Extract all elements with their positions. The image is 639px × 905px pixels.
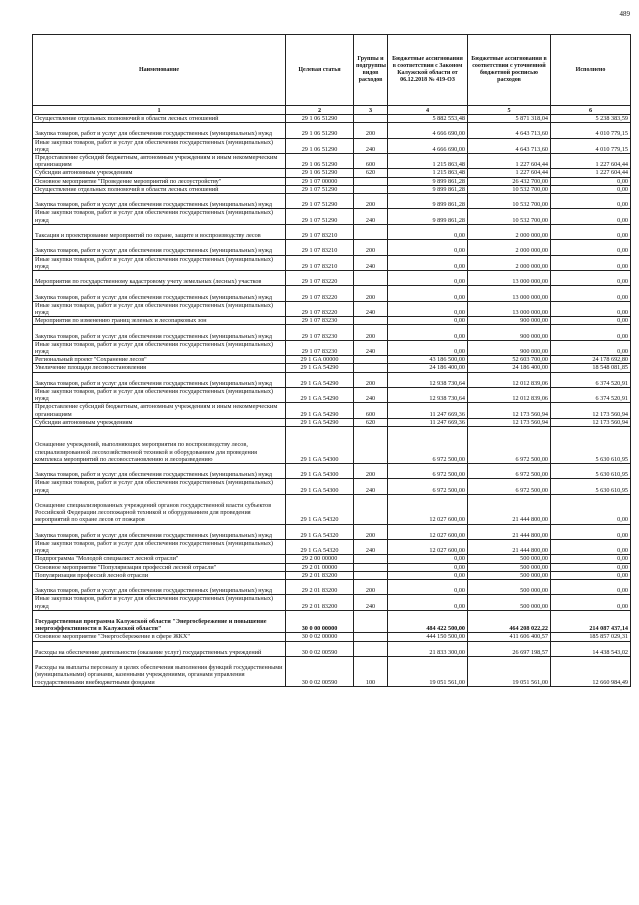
budget-table (32, 34, 631, 687)
row-name: Субсидии автономным учреждениям (33, 418, 286, 426)
row-name: Иные закупки товаров, работ и услуг для обеспечения государственных (муниципальных) нужд (33, 479, 286, 494)
row-executed-amount: 0,00 (551, 580, 631, 595)
row-executed-amount: 0,00 (551, 595, 631, 610)
row-specified-amount: 500 000,00 (468, 595, 551, 610)
row-specified-amount: 500 000,00 (468, 580, 551, 595)
row-expense-type: 200 (354, 372, 388, 387)
row-target-article: 29 2 01 83200 (286, 580, 354, 595)
row-expense-type: 240 (354, 387, 388, 402)
row-name: Иные закупки товаров, работ и услуг для обеспечения государственных (муниципальных) нужд (33, 138, 286, 153)
row-target-article: 29 1 07 51290 (286, 194, 354, 209)
row-specified-amount: 12 012 839,06 (468, 372, 551, 387)
row-executed-amount: 5 630 610,95 (551, 427, 631, 464)
row-expense-type: 600 (354, 154, 388, 169)
row-specified-amount: 12 173 560,94 (468, 418, 551, 426)
row-expense-type (354, 427, 388, 464)
row-executed-amount: 0,00 (551, 555, 631, 563)
row-target-article: 29 1 GA 54320 (286, 539, 354, 554)
table-row (33, 255, 631, 270)
row-executed-amount: 0,00 (551, 209, 631, 224)
column-number: 4 (388, 106, 468, 115)
table-row (33, 479, 631, 494)
table-row (33, 494, 631, 524)
row-expense-type (354, 185, 388, 193)
row-name: Оснащение учреждений, выполняющих мероприятия по воспроизводству лесов, специализированной лесохозяйственной техникой и оборудованием для проведения комплекса мероприятий по лесовосстановлению и лесоразведению (33, 427, 286, 464)
row-executed-amount: 0,00 (551, 317, 631, 325)
row-specified-amount: 4 643 713,60 (468, 123, 551, 138)
row-law-amount: 43 186 500,00 (388, 356, 468, 364)
table-row (33, 154, 631, 169)
row-specified-amount: 21 444 800,00 (468, 524, 551, 539)
row-law-amount: 444 150 500,00 (388, 633, 468, 641)
row-target-article: 29 1 07 83220 (286, 286, 354, 301)
row-executed-amount: 4 010 779,15 (551, 138, 631, 153)
row-executed-amount: 0,00 (551, 177, 631, 185)
row-law-amount: 6 972 500,00 (388, 464, 468, 479)
row-specified-amount: 26 432 700,00 (468, 177, 551, 185)
page-number: 489 (619, 10, 630, 18)
row-target-article: 29 1 07 83230 (286, 340, 354, 355)
row-specified-amount: 2 000 000,00 (468, 240, 551, 255)
table-row (33, 356, 631, 364)
row-law-amount: 0,00 (388, 271, 468, 286)
row-name: Основное мероприятие "Энергосбережение в сфере ЖКХ" (33, 633, 286, 641)
row-law-amount: 4 666 690,00 (388, 138, 468, 153)
row-executed-amount: 18 548 081,85 (551, 364, 631, 372)
row-executed-amount: 5 630 610,95 (551, 479, 631, 494)
row-law-amount: 24 186 400,00 (388, 364, 468, 372)
table-row (33, 555, 631, 563)
row-name: Региональный проект "Сохранение лесов" (33, 356, 286, 364)
row-law-amount: 1 215 863,48 (388, 154, 468, 169)
row-law-amount: 0,00 (388, 286, 468, 301)
row-expense-type (354, 610, 388, 633)
row-law-amount: 9 899 861,28 (388, 185, 468, 193)
header-executed: Исполнено (551, 35, 631, 106)
row-executed-amount: 12 660 984,49 (551, 656, 631, 686)
row-name: Иные закупки товаров, работ и услуг для обеспечения государственных (муниципальных) нужд (33, 595, 286, 610)
table-row (33, 524, 631, 539)
row-specified-amount: 19 051 561,00 (468, 656, 551, 686)
row-specified-amount: 24 186 400,00 (468, 364, 551, 372)
header-article: Целевая статья (286, 35, 354, 106)
table-row (33, 580, 631, 595)
row-law-amount: 12 027 600,00 (388, 494, 468, 524)
table-row (33, 271, 631, 286)
row-name: Основное мероприятие "Популяризация профессий лесной отрасли" (33, 563, 286, 571)
row-specified-amount: 4 643 713,60 (468, 138, 551, 153)
row-target-article: 29 1 07 83220 (286, 301, 354, 316)
row-executed-amount: 5 238 383,59 (551, 115, 631, 123)
row-target-article: 29 2 01 00000 (286, 563, 354, 571)
row-law-amount: 0,00 (388, 340, 468, 355)
row-executed-amount: 0,00 (551, 563, 631, 571)
row-expense-type: 200 (354, 464, 388, 479)
row-law-amount: 12 027 600,00 (388, 524, 468, 539)
table-row (33, 656, 631, 686)
row-name: Предоставление субсидий бюджетным, автономным учреждениям и иным некоммерческим организациям (33, 154, 286, 169)
row-name: Закупка товаров, работ и услуг для обеспечения государственных (муниципальных) нужд (33, 524, 286, 539)
table-row (33, 372, 631, 387)
row-name: Закупка товаров, работ и услуг для обеспечения государственных (муниципальных) нужд (33, 123, 286, 138)
row-target-article: 29 1 GA 54290 (286, 387, 354, 402)
row-target-article: 29 1 GA 54300 (286, 427, 354, 464)
row-target-article: 29 2 00 00000 (286, 555, 354, 563)
row-law-amount: 0,00 (388, 580, 468, 595)
row-name: Таксация и проектирование мероприятий по охране, защите и воспроизводству лесов (33, 224, 286, 239)
row-expense-type (354, 356, 388, 364)
table-row (33, 595, 631, 610)
table-row (33, 418, 631, 426)
row-specified-amount: 464 208 022,22 (468, 610, 551, 633)
row-executed-amount: 1 227 604,44 (551, 169, 631, 177)
row-executed-amount: 0,00 (551, 271, 631, 286)
row-target-article: 29 1 07 83210 (286, 224, 354, 239)
header-specified: Бюджетные ассигнования в соответствии с уточненной бюджетной росписью расходов (468, 35, 551, 106)
row-target-article: 29 1 07 00000 (286, 177, 354, 185)
row-specified-amount: 5 871 318,04 (468, 115, 551, 123)
row-expense-type: 200 (354, 580, 388, 595)
row-name: Мероприятия по государственному кадастровому учету земельных (лесных) участков (33, 271, 286, 286)
table-row (33, 123, 631, 138)
row-executed-amount: 0,00 (551, 286, 631, 301)
row-specified-amount: 1 227 604,44 (468, 169, 551, 177)
row-executed-amount: 0,00 (551, 571, 631, 579)
table-row (33, 340, 631, 355)
row-specified-amount: 500 000,00 (468, 571, 551, 579)
row-expense-type: 240 (354, 539, 388, 554)
row-specified-amount: 6 972 500,00 (468, 479, 551, 494)
row-target-article: 29 1 06 51290 (286, 154, 354, 169)
row-name: Мероприятия по изменению границ зеленых и лесопарковых зон (33, 317, 286, 325)
row-law-amount: 0,00 (388, 224, 468, 239)
table-row (33, 177, 631, 185)
row-expense-type (354, 563, 388, 571)
row-name: Закупка товаров, работ и услуг для обеспечения государственных (муниципальных) нужд (33, 286, 286, 301)
table-row (33, 185, 631, 193)
table-row (33, 464, 631, 479)
row-specified-amount: 13 000 000,00 (468, 271, 551, 286)
row-target-article: 29 1 06 51290 (286, 169, 354, 177)
row-expense-type (354, 224, 388, 239)
row-target-article: 29 1 GA 54290 (286, 418, 354, 426)
table-row (33, 224, 631, 239)
row-name: Оснащение специализированных учреждений органов государственной власти субъектов Российской Федерации лесопожарной техникой и оборудованием для проведения мероприятий по охране лесов от пожаров (33, 494, 286, 524)
row-target-article: 30 0 02 00000 (286, 633, 354, 641)
row-specified-amount: 411 606 400,57 (468, 633, 551, 641)
row-law-amount: 11 247 669,36 (388, 403, 468, 418)
table-row (33, 317, 631, 325)
column-number: 5 (468, 106, 551, 115)
row-target-article: 29 1 06 51290 (286, 138, 354, 153)
row-law-amount: 4 666 690,00 (388, 123, 468, 138)
row-law-amount: 0,00 (388, 317, 468, 325)
header-group: Группы и подгруппы видов расходов (354, 35, 388, 106)
row-executed-amount: 14 438 543,02 (551, 641, 631, 656)
row-law-amount: 0,00 (388, 571, 468, 579)
row-specified-amount: 2 000 000,00 (468, 255, 551, 270)
row-expense-type (354, 317, 388, 325)
table-row (33, 427, 631, 464)
row-law-amount: 11 247 669,36 (388, 418, 468, 426)
row-name: Закупка товаров, работ и услуг для обеспечения государственных (муниципальных) нужд (33, 194, 286, 209)
row-name: Расходы на выплаты персоналу в целях обеспечения выполнения функций государственными (муниципальными) органами, казенными учреждениями, органами управления государственными внебюджетными фондами (33, 656, 286, 686)
row-expense-type: 620 (354, 418, 388, 426)
row-specified-amount: 26 697 198,57 (468, 641, 551, 656)
row-expense-type: 200 (354, 123, 388, 138)
row-name: Расходы на обеспечение деятельности (оказание услуг) государственных учреждений (33, 641, 286, 656)
row-target-article: 29 1 GA 54300 (286, 464, 354, 479)
row-law-amount: 0,00 (388, 255, 468, 270)
row-law-amount: 6 972 500,00 (388, 427, 468, 464)
row-name: Иные закупки товаров, работ и услуг для обеспечения государственных (муниципальных) нужд (33, 387, 286, 402)
row-specified-amount: 10 532 700,00 (468, 194, 551, 209)
row-expense-type: 200 (354, 194, 388, 209)
row-target-article: 29 1 07 83210 (286, 240, 354, 255)
row-target-article: 29 1 06 51290 (286, 115, 354, 123)
row-name: Осуществление отдельных полномочий в области лесных отношений (33, 185, 286, 193)
row-law-amount: 5 882 553,48 (388, 115, 468, 123)
row-target-article: 29 2 01 83200 (286, 571, 354, 579)
row-target-article: 30 0 02 00590 (286, 656, 354, 686)
row-expense-type: 240 (354, 138, 388, 153)
row-specified-amount: 2 000 000,00 (468, 224, 551, 239)
row-law-amount: 0,00 (388, 555, 468, 563)
row-name: Основное мероприятие "Проведение мероприятий по лесоустройству" (33, 177, 286, 185)
row-expense-type (354, 271, 388, 286)
table-row (33, 325, 631, 340)
row-specified-amount: 6 972 500,00 (468, 427, 551, 464)
row-executed-amount: 0,00 (551, 255, 631, 270)
row-executed-amount: 0,00 (551, 240, 631, 255)
row-expense-type: 100 (354, 656, 388, 686)
row-expense-type (354, 494, 388, 524)
row-name: Субсидии автономным учреждениям (33, 169, 286, 177)
row-law-amount: 12 938 730,64 (388, 387, 468, 402)
table-row (33, 641, 631, 656)
table-row (33, 301, 631, 316)
row-name: Закупка товаров, работ и услуг для обеспечения государственных (муниципальных) нужд (33, 580, 286, 595)
row-expense-type: 240 (354, 209, 388, 224)
row-specified-amount: 6 972 500,00 (468, 464, 551, 479)
row-target-article: 30 0 02 00590 (286, 641, 354, 656)
row-specified-amount: 10 532 700,00 (468, 209, 551, 224)
row-specified-amount: 10 532 700,00 (468, 185, 551, 193)
row-executed-amount: 0,00 (551, 194, 631, 209)
header-name: Наименование (33, 35, 286, 106)
row-expense-type: 240 (354, 479, 388, 494)
table-row (33, 387, 631, 402)
table-row (33, 633, 631, 641)
row-expense-type: 200 (354, 524, 388, 539)
column-number: 3 (354, 106, 388, 115)
row-expense-type: 200 (354, 240, 388, 255)
table-row (33, 539, 631, 554)
row-specified-amount: 52 603 700,00 (468, 356, 551, 364)
table-body (33, 115, 631, 687)
row-expense-type (354, 555, 388, 563)
column-number: 1 (33, 106, 286, 115)
row-law-amount: 6 972 500,00 (388, 479, 468, 494)
row-law-amount: 21 833 300,00 (388, 641, 468, 656)
row-target-article: 29 1 07 83220 (286, 271, 354, 286)
row-executed-amount: 0,00 (551, 224, 631, 239)
row-specified-amount: 12 012 839,06 (468, 387, 551, 402)
row-specified-amount: 900 000,00 (468, 325, 551, 340)
table-row (33, 364, 631, 372)
row-law-amount: 19 051 561,00 (388, 656, 468, 686)
row-target-article: 29 1 GA 54320 (286, 494, 354, 524)
row-name: Популяризация профессий лесной отрасли (33, 571, 286, 579)
row-law-amount: 12 027 600,00 (388, 539, 468, 554)
row-executed-amount: 6 374 520,91 (551, 372, 631, 387)
row-expense-type: 240 (354, 595, 388, 610)
row-specified-amount: 21 444 800,00 (468, 539, 551, 554)
row-expense-type (354, 115, 388, 123)
row-target-article: 29 1 GA 54290 (286, 403, 354, 418)
table-row (33, 209, 631, 224)
row-expense-type: 620 (354, 169, 388, 177)
row-name: Иные закупки товаров, работ и услуг для обеспечения государственных (муниципальных) нужд (33, 255, 286, 270)
row-target-article: 29 1 07 83230 (286, 317, 354, 325)
row-name: Иные закупки товаров, работ и услуг для обеспечения государственных (муниципальных) нужд (33, 209, 286, 224)
table-row (33, 610, 631, 633)
row-name: Осуществление отдельных полномочий в области лесных отношений (33, 115, 286, 123)
row-name: Иные закупки товаров, работ и услуг для обеспечения государственных (муниципальных) нужд (33, 539, 286, 554)
row-specified-amount: 900 000,00 (468, 340, 551, 355)
row-name: Закупка товаров, работ и услуг для обеспечения государственных (муниципальных) нужд (33, 372, 286, 387)
row-expense-type: 600 (354, 403, 388, 418)
row-executed-amount: 1 227 604,44 (551, 154, 631, 169)
row-name: Предоставление субсидий бюджетным, автономным учреждениям и иным некоммерческим организациям (33, 403, 286, 418)
row-target-article: 29 1 07 83210 (286, 255, 354, 270)
row-law-amount: 0,00 (388, 563, 468, 571)
row-executed-amount: 24 178 692,80 (551, 356, 631, 364)
row-law-amount: 484 422 500,00 (388, 610, 468, 633)
table-row (33, 571, 631, 579)
table-row (33, 286, 631, 301)
row-target-article: 29 1 06 51290 (286, 123, 354, 138)
row-target-article: 29 1 07 83230 (286, 325, 354, 340)
row-law-amount: 9 899 861,28 (388, 194, 468, 209)
row-expense-type: 240 (354, 255, 388, 270)
row-target-article: 29 1 GA 54320 (286, 524, 354, 539)
row-law-amount: 0,00 (388, 301, 468, 316)
column-number-row (33, 106, 631, 115)
row-law-amount: 0,00 (388, 325, 468, 340)
header-row (33, 35, 631, 106)
row-executed-amount: 12 173 560,94 (551, 418, 631, 426)
table-row (33, 240, 631, 255)
row-expense-type: 240 (354, 301, 388, 316)
table-row (33, 194, 631, 209)
row-specified-amount: 13 000 000,00 (468, 301, 551, 316)
row-target-article: 29 1 07 51290 (286, 185, 354, 193)
table-row (33, 403, 631, 418)
row-specified-amount: 500 000,00 (468, 563, 551, 571)
header-law: Бюджетные ассигнования в соответствии с Законом Калужской области от 06.12.2018 № 419-ОЗ (388, 35, 468, 106)
row-specified-amount: 12 173 560,94 (468, 403, 551, 418)
row-executed-amount: 4 010 779,15 (551, 123, 631, 138)
row-law-amount: 12 938 730,64 (388, 372, 468, 387)
row-executed-amount: 5 630 610,95 (551, 464, 631, 479)
row-name: Иные закупки товаров, работ и услуг для обеспечения государственных (муниципальных) нужд (33, 301, 286, 316)
column-number: 6 (551, 106, 631, 115)
row-expense-type (354, 177, 388, 185)
row-law-amount: 9 899 861,28 (388, 177, 468, 185)
row-law-amount: 1 215 863,48 (388, 169, 468, 177)
table-row (33, 138, 631, 153)
row-specified-amount: 500 000,00 (468, 555, 551, 563)
row-expense-type: 200 (354, 325, 388, 340)
table-row (33, 169, 631, 177)
row-specified-amount: 900 000,00 (468, 317, 551, 325)
row-name: Государственная программа Калужской области "Энергосбережение и повышение энергоэффективности в Калужской области" (33, 610, 286, 633)
row-specified-amount: 13 000 000,00 (468, 286, 551, 301)
row-target-article: 29 1 GA 54300 (286, 479, 354, 494)
row-specified-amount: 1 227 604,44 (468, 154, 551, 169)
table-row (33, 563, 631, 571)
row-executed-amount: 0,00 (551, 524, 631, 539)
row-expense-type: 240 (354, 340, 388, 355)
row-executed-amount: 0,00 (551, 301, 631, 316)
row-executed-amount: 214 087 437,14 (551, 610, 631, 633)
row-specified-amount: 21 444 800,00 (468, 494, 551, 524)
row-target-article: 29 1 GA 54290 (286, 372, 354, 387)
row-expense-type (354, 633, 388, 641)
row-target-article: 30 0 00 00000 (286, 610, 354, 633)
row-name: Закупка товаров, работ и услуг для обеспечения государственных (муниципальных) нужд (33, 325, 286, 340)
row-expense-type (354, 641, 388, 656)
column-number: 2 (286, 106, 354, 115)
row-executed-amount: 6 374 520,91 (551, 387, 631, 402)
row-name: Подпрограмма "Молодой специалист лесной отрасли" (33, 555, 286, 563)
row-executed-amount: 185 857 029,31 (551, 633, 631, 641)
table-row (33, 115, 631, 123)
row-name: Увеличение площади лесовосстановления (33, 364, 286, 372)
row-name: Закупка товаров, работ и услуг для обеспечения государственных (муниципальных) нужд (33, 464, 286, 479)
row-expense-type (354, 364, 388, 372)
row-target-article: 29 2 01 83200 (286, 595, 354, 610)
row-law-amount: 0,00 (388, 240, 468, 255)
row-target-article: 29 1 GA 54290 (286, 364, 354, 372)
row-law-amount: 9 899 861,28 (388, 209, 468, 224)
row-executed-amount: 0,00 (551, 185, 631, 193)
row-target-article: 29 1 GA 00000 (286, 356, 354, 364)
row-executed-amount: 0,00 (551, 539, 631, 554)
row-law-amount: 0,00 (388, 595, 468, 610)
row-executed-amount: 0,00 (551, 340, 631, 355)
row-expense-type (354, 571, 388, 579)
row-target-article: 29 1 07 51290 (286, 209, 354, 224)
row-name: Иные закупки товаров, работ и услуг для обеспечения государственных (муниципальных) нужд (33, 340, 286, 355)
row-executed-amount: 0,00 (551, 494, 631, 524)
row-executed-amount: 12 173 560,94 (551, 403, 631, 418)
row-expense-type: 200 (354, 286, 388, 301)
row-name: Закупка товаров, работ и услуг для обеспечения государственных (муниципальных) нужд (33, 240, 286, 255)
row-executed-amount: 0,00 (551, 325, 631, 340)
